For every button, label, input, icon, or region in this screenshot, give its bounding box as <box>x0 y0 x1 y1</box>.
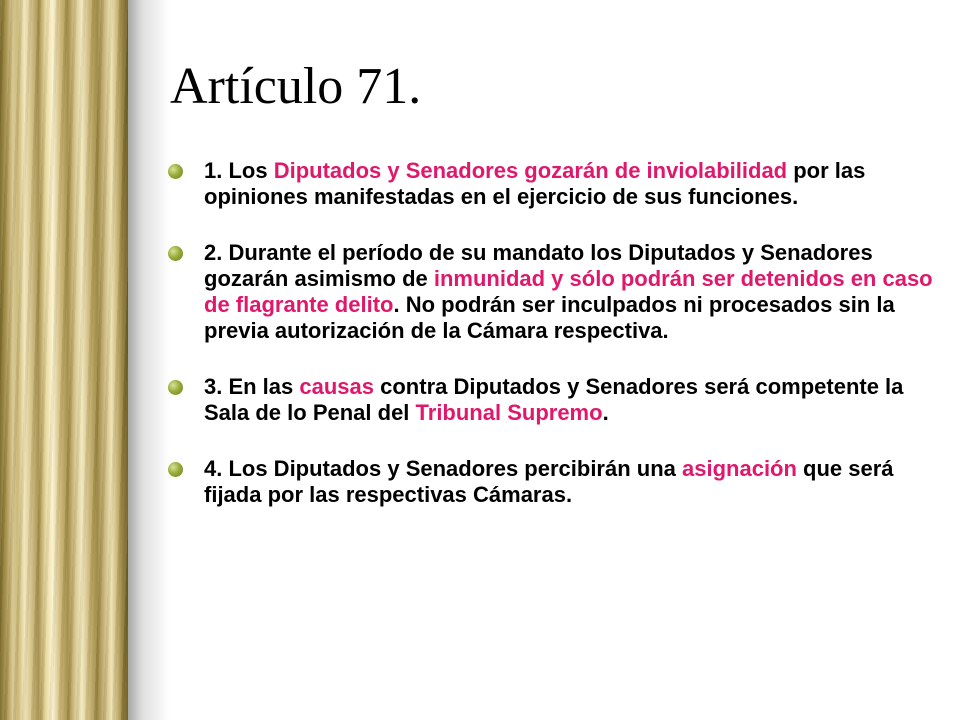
bullet-dot-icon <box>168 380 183 395</box>
bullet-dot-icon <box>168 164 183 179</box>
bullet-item <box>168 456 938 508</box>
highlighted-phrase: Tribunal Supremo <box>415 400 603 425</box>
bullet-segment: por las opiniones manifestadas en el ejercicio de sus funciones. <box>204 158 866 209</box>
highlighted-phrase: asignación <box>682 456 797 481</box>
bullet-segment: . <box>602 400 609 425</box>
bullet-segment: . No podrán ser inculpados ni procesados sin la previa autorización de la Cámara respectiva. <box>204 292 895 343</box>
bullet-segment: 4. Los Diputados y Senadores percibirán una <box>204 456 683 481</box>
bullet-segment: 2. Durante el período de su mandato los Diputados y Senadores gozarán asimismo de <box>204 240 873 291</box>
bullet-text <box>204 456 938 508</box>
highlighted-phrase: inmunidad y sólo podrán ser detenidos en caso de flagrante delito <box>204 266 933 317</box>
bullet-item <box>168 240 938 344</box>
bullet-text <box>204 158 938 210</box>
bullet-dot-icon <box>168 246 183 261</box>
bullet-text <box>204 240 938 344</box>
bullet-segment: contra Diputados y Senadores será competente la Sala de lo Penal del <box>204 374 904 425</box>
slide-title: Artículo 71. <box>170 58 422 115</box>
bullet-list <box>168 158 938 538</box>
bullet-dot-icon <box>168 462 183 477</box>
bullet-segment: 1. Los <box>204 158 274 183</box>
bullet-item <box>168 158 938 210</box>
bullet-segment: 3. En las <box>204 374 300 399</box>
bullet-segment: que será fijada por las respectivas Cámaras. <box>204 456 894 507</box>
highlighted-phrase: causas <box>299 374 375 399</box>
decorative-gold-bar <box>0 0 128 720</box>
highlighted-phrase: Diputados y Senadores gozarán de inviolabilidad <box>273 158 788 183</box>
bullet-item <box>168 374 938 426</box>
bullet-text <box>204 374 938 426</box>
bar-shadow <box>128 0 170 720</box>
